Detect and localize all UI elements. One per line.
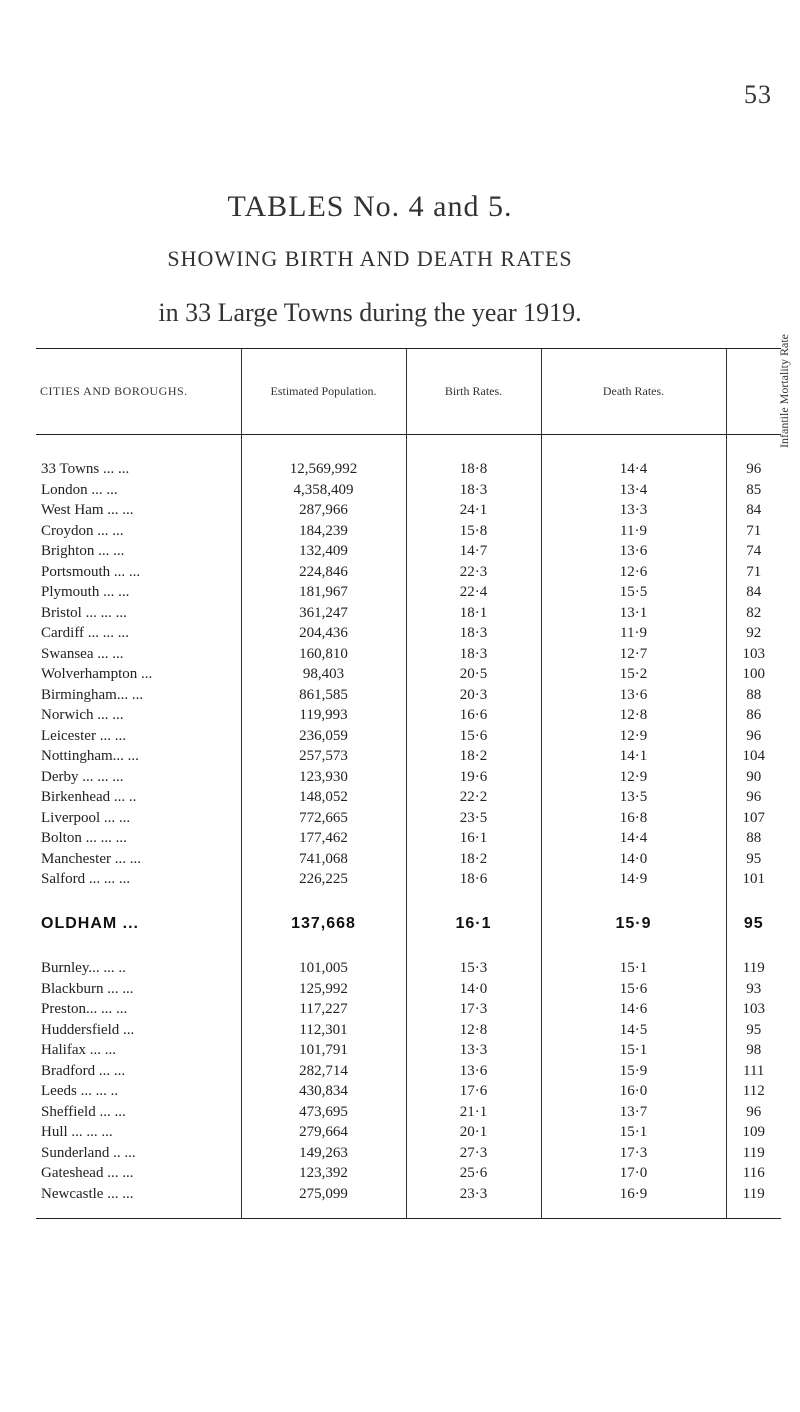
infantile-rate-cell: 82 [726,603,781,624]
table-row [36,979,781,1000]
birth-rate-cell: 22·4 [406,582,541,603]
birth-rate-cell: 18·3 [406,480,541,501]
infantile-rate-cell: 107 [726,808,781,829]
population-cell: 98,403 [241,664,406,685]
table-row [36,869,781,890]
infantile-rate-cell: 88 [726,685,781,706]
population-cell: 204,436 [241,623,406,644]
header-population: Estimated Population. [241,349,406,435]
death-rate-cell: 14·1 [541,746,726,767]
population-cell: 101,005 [241,958,406,979]
death-rate-cell: 15·1 [541,1040,726,1061]
table-row [36,582,781,603]
birth-rate-cell: 18·2 [406,849,541,870]
population-cell: 275,099 [241,1184,406,1219]
infantile-rate-cell: 95 [726,1020,781,1041]
death-rate-cell: 15·1 [541,958,726,979]
table-row [36,958,781,979]
page-caption: in 33 Large Towns during the year 1919. [158,298,582,327]
birth-rate-cell: 18·1 [406,603,541,624]
birth-rate-cell: 19·6 [406,767,541,788]
population-cell: 287,966 [241,500,406,521]
table-row [36,1020,781,1041]
header-birth-rates: Birth Rates. [406,349,541,435]
city-cell: Manchester ... ... [41,850,141,867]
infantile-rate-cell: 100 [726,664,781,685]
city-cell: Birmingham... ... [41,686,144,703]
population-cell: 177,462 [241,828,406,849]
birth-rate-cell: 14·7 [406,541,541,562]
birth-rate-cell: 18·3 [406,623,541,644]
death-rate-cell: 14·6 [541,999,726,1020]
infantile-rate-cell: 84 [726,500,781,521]
table-row [36,541,781,562]
population-cell: 160,810 [241,644,406,665]
city-cell: Nottingham... ... [41,748,139,765]
infantile-rate-cell: 86 [726,705,781,726]
population-cell: 132,409 [241,541,406,562]
city-cell: Sheffield ... ... [41,1103,126,1120]
death-rate-cell: 15·1 [541,1122,726,1143]
death-rate-cell: 13·1 [541,603,726,624]
infantile-rate-cell: 74 [726,541,781,562]
birth-rate-cell: 13·3 [406,1040,541,1061]
city-cell: Liverpool ... ... [41,809,131,826]
infantile-rate-cell: 88 [726,828,781,849]
table-row [36,1061,781,1082]
table-row [36,521,781,542]
birth-rate-cell: 17·3 [406,999,541,1020]
birth-rate-cell: 18·6 [406,869,541,890]
death-rate-cell: 14·9 [541,869,726,890]
death-rate-cell: 13·5 [541,787,726,808]
birth-rate-cell: 21·1 [406,1102,541,1123]
city-cell: West Ham ... ... [41,502,134,519]
population-cell: 12,569,992 [241,459,406,480]
infantile-rate-cell: 71 [726,562,781,583]
death-rate-cell: 11·9 [541,623,726,644]
city-cell: OLDHAM ... [41,914,139,932]
spacer-row [36,435,781,460]
death-rate-cell: 12·7 [541,644,726,665]
table-row [36,459,781,480]
infantile-rate-cell: 95 [726,849,781,870]
birth-rate-cell: 15·6 [406,726,541,747]
infantile-rate-cell: 112 [726,1081,781,1102]
infantile-rate-cell: 101 [726,869,781,890]
population-cell: 236,059 [241,726,406,747]
birth-rate-cell: 15·8 [406,521,541,542]
birth-rate-cell: 18·3 [406,644,541,665]
city-cell: Huddersfield ... [41,1021,135,1038]
birth-rate-cell: 12·8 [406,1020,541,1041]
birth-rate-cell: 20·5 [406,664,541,685]
city-cell: Preston... ... ... [41,1001,128,1018]
population-cell: 112,301 [241,1020,406,1041]
population-cell: 4,358,409 [241,480,406,501]
city-cell: Newcastle ... ... [36,1184,241,1219]
population-cell: 123,392 [241,1163,406,1184]
table-row [36,603,781,624]
death-rate-cell: 13·6 [541,541,726,562]
birth-rate-cell: 16·6 [406,705,541,726]
table-row [36,705,781,726]
table-row [36,500,781,521]
infantile-rate-cell: 98 [726,1040,781,1061]
population-cell: 137,668 [241,914,406,935]
infantile-rate-cell: 104 [726,746,781,767]
death-rate-cell: 14·4 [541,459,726,480]
city-cell: Birkenhead ... .. [41,789,137,806]
death-rate-cell: 12·8 [541,705,726,726]
table-row [36,849,781,870]
city-cell: Bolton ... ... ... [41,830,127,847]
table-row [36,808,781,829]
table-row [36,1040,781,1061]
population-cell: 184,239 [241,521,406,542]
birth-rate-cell: 20·1 [406,1122,541,1143]
death-rate-cell: 12·9 [541,726,726,747]
population-cell: 861,585 [241,685,406,706]
infantile-rate-cell: 96 [726,787,781,808]
birth-rate-cell: 23·3 [406,1184,541,1219]
birth-rate-cell: 22·3 [406,562,541,583]
death-rate-cell: 13·7 [541,1102,726,1123]
death-rate-cell: 17·0 [541,1163,726,1184]
birth-rate-cell: 22·2 [406,787,541,808]
table-row [36,787,781,808]
city-cell: Norwich ... ... [41,707,124,724]
table-header-row [36,349,781,435]
infantile-rate-cell: 119 [726,958,781,979]
city-cell: Sunderland .. ... [41,1144,136,1161]
spacer-row [36,890,781,914]
city-cell: Plymouth ... ... [41,584,130,601]
city-cell: Leeds ... ... .. [41,1083,119,1100]
population-cell: 361,247 [241,603,406,624]
death-rate-cell: 16·9 [541,1184,726,1219]
city-cell: Bristol ... ... ... [41,604,127,621]
population-cell: 473,695 [241,1102,406,1123]
infantile-rate-cell: 119 [726,1143,781,1164]
death-rate-cell: 16·8 [541,808,726,829]
table-row [36,1163,781,1184]
infantile-rate-cell: 90 [726,767,781,788]
infantile-rate-cell: 119 [726,1184,781,1219]
population-cell: 226,225 [241,869,406,890]
population-cell: 181,967 [241,582,406,603]
birth-rate-cell: 25·6 [406,1163,541,1184]
infantile-rate-cell: 71 [726,521,781,542]
spacer-row [36,934,781,958]
city-cell: Halifax ... ... [41,1042,116,1059]
table-row [36,828,781,849]
city-cell: London ... ... [41,481,118,498]
table-row [36,644,781,665]
birth-rate-cell: 13·6 [406,1061,541,1082]
infantile-rate-cell: 109 [726,1122,781,1143]
death-rate-cell: 11·9 [541,521,726,542]
table-row [36,685,781,706]
population-cell: 224,846 [241,562,406,583]
city-cell: Wolverhampton ... [41,666,153,683]
death-rate-cell: 15·9 [541,914,726,935]
birth-rate-cell: 27·3 [406,1143,541,1164]
city-cell: Burnley... ... .. [41,960,126,977]
death-rate-cell: 15·2 [541,664,726,685]
page-subtitle: SHOWING BIRTH AND DEATH RATES [167,246,573,271]
city-cell: Portsmouth ... ... [41,563,141,580]
birth-rate-cell: 17·6 [406,1081,541,1102]
population-cell: 149,263 [241,1143,406,1164]
infantile-rate-cell: 85 [726,480,781,501]
page-number: 53 [744,80,772,109]
infantile-rate-cell: 96 [726,726,781,747]
city-cell: Bradford ... ... [41,1062,126,1079]
header-infantile-mortality [726,334,791,448]
death-rate-cell: 14·0 [541,849,726,870]
death-rate-cell: 12·9 [541,767,726,788]
infantile-rate-cell: 93 [726,979,781,1000]
city-cell: Croydon ... ... [41,522,124,539]
population-cell: 430,834 [241,1081,406,1102]
infantile-rate-cell: 96 [726,459,781,480]
infantile-rate-cell: 84 [726,582,781,603]
death-rate-cell: 13·4 [541,480,726,501]
death-rate-cell: 14·5 [541,1020,726,1041]
header-infantile-label: Infantile Mortality Rate [776,334,791,448]
city-cell: Salford ... ... ... [41,871,131,888]
birth-rate-cell: 16·1 [406,914,541,935]
table-row [36,746,781,767]
death-rate-cell: 15·6 [541,979,726,1000]
birth-rate-cell: 14·0 [406,979,541,1000]
city-cell: Brighton ... ... [41,543,125,560]
city-cell: 33 Towns ... ... [41,461,130,478]
table-row [36,1122,781,1143]
population-cell: 741,068 [241,849,406,870]
population-cell: 119,993 [241,705,406,726]
birth-rate-cell: 15·3 [406,958,541,979]
city-cell: Cardiff ... ... ... [41,625,130,642]
table-row [36,999,781,1020]
city-cell: Derby ... ... ... [41,768,124,785]
infantile-rate-cell: 95 [726,914,781,935]
infantile-rate-cell: 111 [726,1061,781,1082]
table-row [36,1081,781,1102]
birth-rate-cell: 18·8 [406,459,541,480]
birth-rate-cell: 16·1 [406,828,541,849]
table-body [36,435,781,1219]
population-cell: 123,930 [241,767,406,788]
table-row [36,1184,781,1219]
birth-rate-cell: 18·2 [406,746,541,767]
death-rate-cell: 16·0 [541,1081,726,1102]
infantile-rate-cell: 103 [726,999,781,1020]
table-row [36,480,781,501]
population-cell: 282,714 [241,1061,406,1082]
table-row [36,914,781,935]
population-cell: 772,665 [241,808,406,829]
table-row [36,726,781,747]
infantile-rate-cell: 116 [726,1163,781,1184]
death-rate-cell: 15·9 [541,1061,726,1082]
table-row [36,664,781,685]
death-rate-cell: 12·6 [541,562,726,583]
table-row [36,1143,781,1164]
death-rate-cell: 17·3 [541,1143,726,1164]
city-cell: Hull ... ... ... [41,1124,113,1141]
rates-table [36,334,791,1219]
city-cell: Blackburn ... ... [41,980,134,997]
population-cell: 101,791 [241,1040,406,1061]
population-cell: 279,664 [241,1122,406,1143]
infantile-rate-cell: 103 [726,644,781,665]
population-cell: 125,992 [241,979,406,1000]
infantile-rate-cell: 92 [726,623,781,644]
rates-table-container [36,334,791,1219]
infantile-rate-cell: 96 [726,1102,781,1123]
page-title: TABLES No. 4 and 5. [227,190,513,223]
birth-rate-cell: 24·1 [406,500,541,521]
city-cell: Swansea ... ... [41,645,124,662]
table-row [36,562,781,583]
city-cell: Gateshead ... ... [41,1165,134,1182]
city-cell: Leicester ... ... [41,727,126,744]
birth-rate-cell: 20·3 [406,685,541,706]
table-row [36,767,781,788]
population-cell: 257,573 [241,746,406,767]
death-rate-cell: 13·6 [541,685,726,706]
header-death-rates: Death Rates. [541,349,726,435]
header-cities: CITIES AND BOROUGHS. [36,349,241,435]
death-rate-cell: 15·5 [541,582,726,603]
table-row [36,1102,781,1123]
death-rate-cell: 14·4 [541,828,726,849]
table-row [36,623,781,644]
death-rate-cell: 13·3 [541,500,726,521]
population-cell: 148,052 [241,787,406,808]
population-cell: 117,227 [241,999,406,1020]
birth-rate-cell: 23·5 [406,808,541,829]
